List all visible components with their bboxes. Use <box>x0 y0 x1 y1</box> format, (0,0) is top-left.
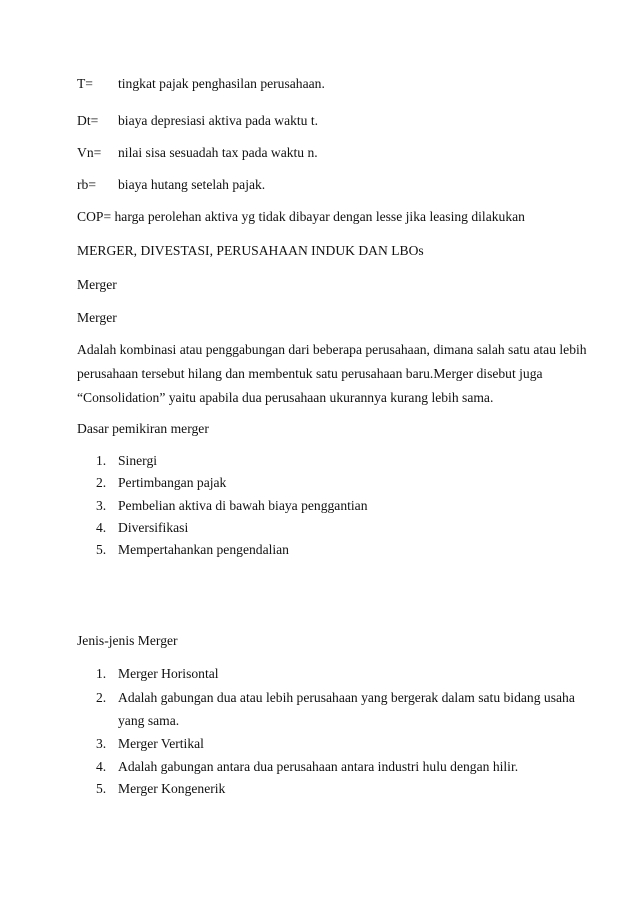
definition-desc-vn: nilai sisa sesuadah tax pada waktu n. <box>118 145 318 160</box>
list-item: Adalah gabungan dua atau lebih perusahaan yang bergerak dalam satu bidang usaha <box>118 690 575 705</box>
list-item: Merger Kongenerik <box>118 781 226 796</box>
definition-term-rb: rb= <box>77 177 96 192</box>
merger-label: Merger <box>77 310 117 325</box>
section-heading: MERGER, DIVESTASI, PERUSAHAAN INDUK DAN LBOs <box>77 243 424 258</box>
list-item-number: 4. <box>96 520 107 535</box>
list-item: Pertimbangan pajak <box>118 475 227 490</box>
list-item-number: 4. <box>96 759 107 774</box>
list-item: Adalah gabungan antara dua perusahaan antara industri hulu dengan hilir. <box>118 759 519 774</box>
paragraph-line: “Consolidation” yaitu apabila dua perusahaan ukurannya kurang lebih sama. <box>77 390 494 405</box>
dasar-heading: Dasar pemikiran merger <box>77 421 209 436</box>
definition-term-t: T= <box>77 76 93 91</box>
list-item-number: 3. <box>96 498 107 513</box>
definition-desc-rb: biaya hutang setelah pajak. <box>118 177 266 192</box>
list-item-number: 2. <box>96 475 107 490</box>
list-item: Merger Vertikal <box>118 736 204 751</box>
list-item-number: 5. <box>96 542 107 557</box>
list-item: Diversifikasi <box>118 520 189 535</box>
paragraph-line: perusahaan tersebut hilang dan membentuk satu perusahaan baru.Merger disebut juga <box>77 366 543 381</box>
list-item-number: 2. <box>96 690 107 705</box>
list-item: Sinergi <box>118 453 158 468</box>
list-item: Pembelian aktiva di bawah biaya penggantian <box>118 498 368 513</box>
jenis-heading: Jenis-jenis Merger <box>77 633 178 648</box>
list-item-number: 1. <box>96 453 107 468</box>
list-item: Mempertahankan pengendalian <box>118 542 289 557</box>
definition-term-dt: Dt= <box>77 113 99 128</box>
list-item: Merger Horisontal <box>118 666 219 681</box>
paragraph-line: Adalah kombinasi atau penggabungan dari beberapa perusahaan, dimana salah satu atau lebih <box>77 342 587 357</box>
definition-desc-t: tingkat pajak penghasilan perusahaan. <box>118 76 325 91</box>
list-item-number: 5. <box>96 781 107 796</box>
definition-desc-dt: biaya depresiasi aktiva pada waktu t. <box>118 113 319 128</box>
list-item-continuation: yang sama. <box>118 713 180 728</box>
merger-label: Merger <box>77 277 117 292</box>
list-item-number: 3. <box>96 736 107 751</box>
cop-definition: COP= harga perolehan aktiva yg tidak dibayar dengan lesse jika leasing dilakukan <box>77 209 525 224</box>
list-item-number: 1. <box>96 666 107 681</box>
definition-term-vn: Vn= <box>77 145 102 160</box>
